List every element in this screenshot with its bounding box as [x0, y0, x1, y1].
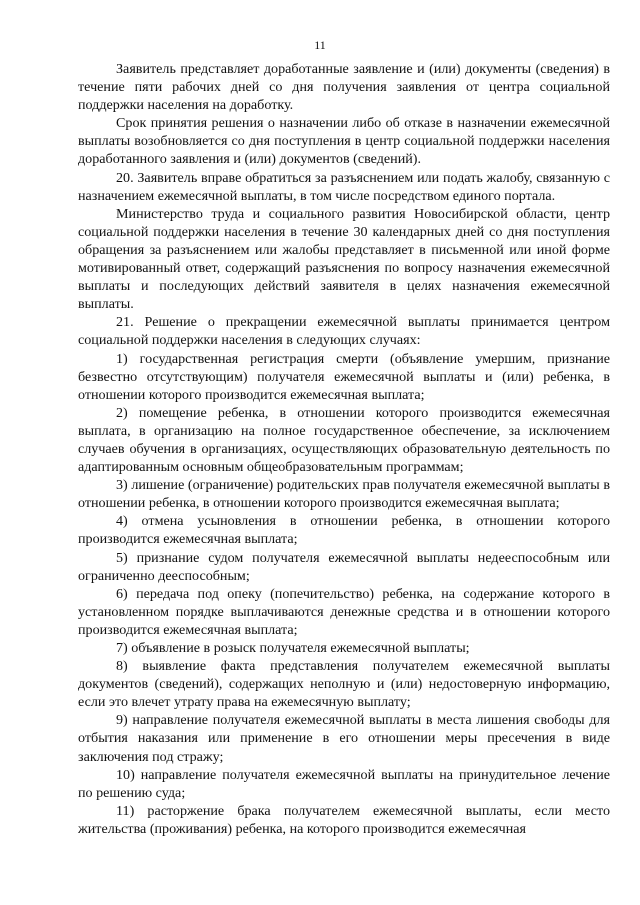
- list-item-6: 6) передача под опеку (попечительство) ребенка, на содержание которого в установленном порядке выплачиваются денежные средства и в отношении которого производится ежемесячная выплата;: [78, 585, 610, 638]
- list-item-8: 8) выявление факта представления получателем ежемесячной выплаты документов (сведений), содержащих неполную и (или) недостоверную информацию, если это влечет утрату права на ежемесячную выплату;: [78, 658, 610, 711]
- paragraph-20-complaint: 20. Заявитель вправе обратиться за разъяснением или подать жалобу, связанную с назначением ежемесячной выплаты, в том числе посредством единого портала.: [78, 169, 610, 204]
- list-item-4: 4) отмена усыновления в отношении ребенка, в отношении которого производится ежемесячная выплата;: [78, 513, 610, 548]
- list-item-7: 7) объявление в розыск получателя ежемесячной выплаты;: [116, 640, 470, 656]
- paragraph-ministry-response: Министерство труда и социального развития Новосибирской области, центр социальной поддержки населения в течение 30 календарных дней со дня поступления обращения за разъяснением или жалобы представляет в письменной или иной форме мотивированный ответ, содержащий разъяснения по вопросу назначения ежемесячной выплаты и последующих действий заявителя в целях назначения ежемесячной выплаты.: [78, 205, 610, 313]
- list-item-9: 9) направление получателя ежемесячной выплаты в места лишения свободы для отбытия наказания или применение в его отношении меры пресечения в виде заключения под стражу;: [78, 712, 610, 765]
- paragraph-21-termination: 21. Решение о прекращении ежемесячной выплаты принимается центром социальной поддержки населения в следующих случаях:: [78, 314, 610, 349]
- paragraph-resubmission: Заявитель представляет доработанные заявление и (или) документы (сведения) в течение пяти рабочих дней со дня получения заявления от центра социальной поддержки населения на доработку.: [78, 61, 610, 114]
- list-item-1: 1) государственная регистрация смерти (объявление умершим, признание безвестно отсутствующим) получателя ежемесячной выплаты и (или) ребенка, в отношении которого производится ежемесячная выплата;: [78, 350, 610, 403]
- list-item-2: 2) помещение ребенка, в отношении которого производится ежемесячная выплата, в организацию на полное государственное обеспечение, за исключением случаев обучения в организациях, осуществляющих образовательную деятельность по адаптированным основным общеобразовательным программам;: [78, 404, 610, 476]
- page-number: 11: [314, 38, 326, 52]
- document-body: [78, 60, 610, 838]
- paragraph-decision-deadline: Срок принятия решения о назначении либо об отказе в назначении ежемесячной выплаты возобновляется со дня поступления в центр социальной поддержки населения доработанного заявления и (или) документов (сведений).: [78, 115, 610, 168]
- list-item-3: 3) лишение (ограничение) родительских прав получателя ежемесячной выплаты в отношении ребенка, в отношении которого производится ежемесячная выплата;: [78, 477, 610, 512]
- list-item-10: 10) направление получателя ежемесячной выплаты на принудительное лечение по решению суда;: [78, 766, 610, 801]
- list-item-11: 11) расторжение брака получателем ежемесячной выплаты, если место жительства (проживания) ребенка, на которого производится ежемесячная: [78, 802, 610, 837]
- list-item-5: 5) признание судом получателя ежемесячной выплаты недееспособным или ограниченно дееспособным;: [78, 549, 610, 584]
